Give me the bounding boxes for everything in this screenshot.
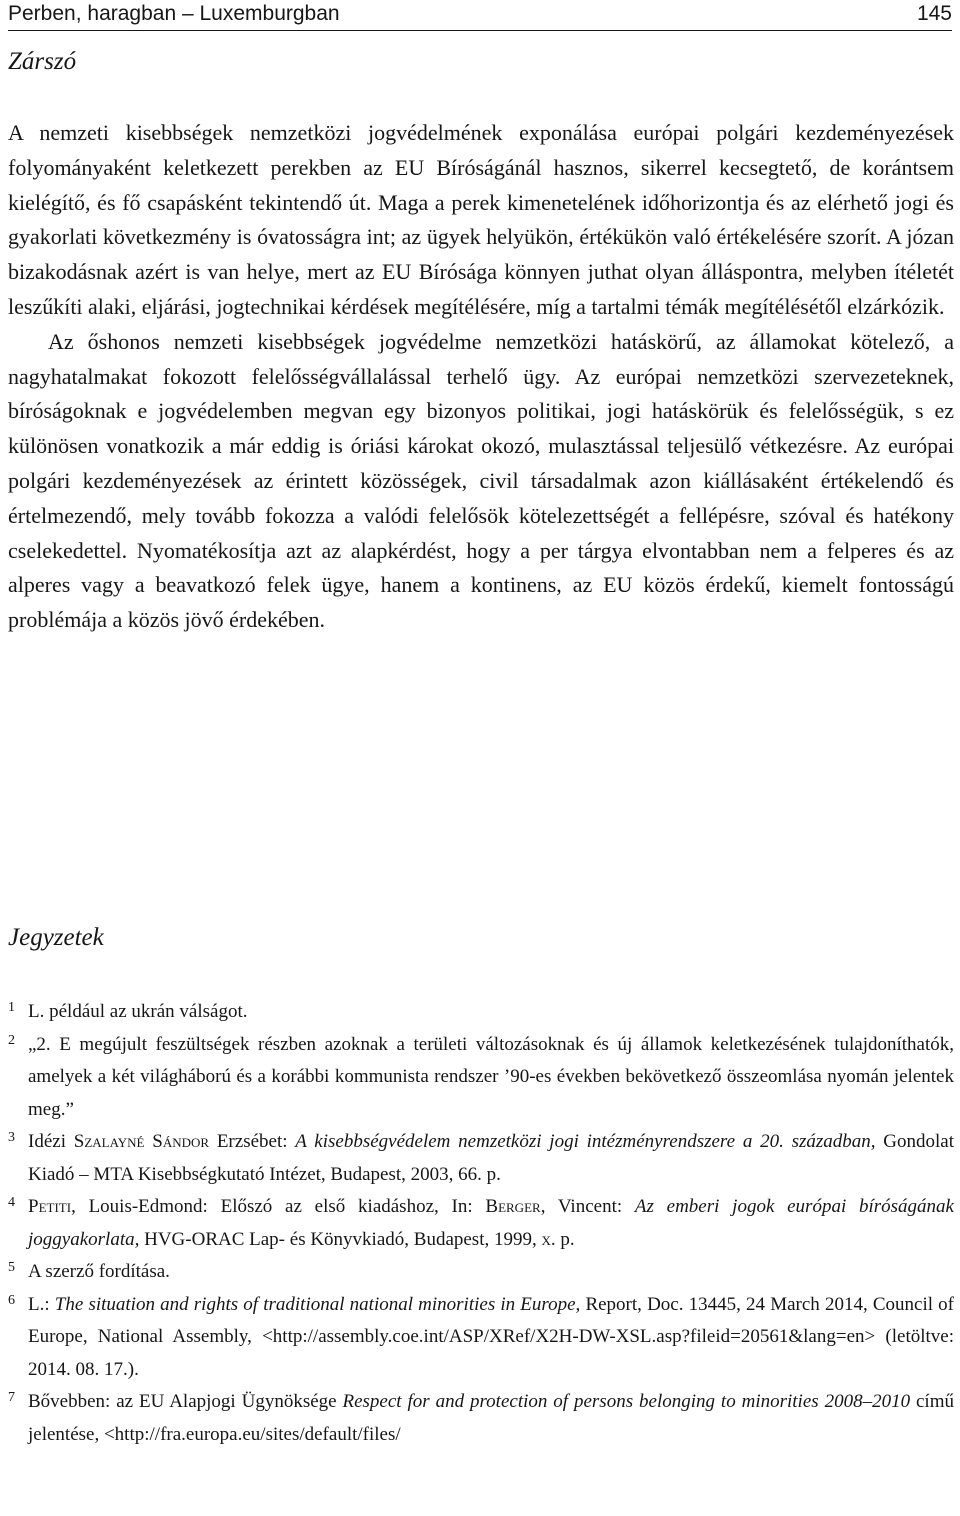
page-number: 145 [916, 2, 952, 25]
note-text: Gondolat Kiadó – MTA Kisebbségkutató Intézet, Budapest, 2003, 66. p. [28, 1131, 955, 1185]
note-text: Idézi [28, 1131, 74, 1152]
roman-page: x [541, 1228, 551, 1250]
author-name: Berger [485, 1196, 541, 1217]
note-text: Erzsébet: [209, 1131, 296, 1152]
page-header [8, 0, 952, 28]
notes-list [8, 996, 954, 1451]
note-text: . p. [550, 1228, 575, 1250]
paragraph: A nemzeti kisebbségek nemzetközi jogvédelmének exponálása európai polgári kezdeményezések folyományaként keletkezett perekben az EU Bíróságánál hasznos, sikerrel kecsegtető, de korántsem kielégítő, és fő csapásként tekintendő út. Maga a perek kimenetelének időhorizontja és az elérhető jogi és gyakorlati következmény is óvatosságra int; az ügyek helyükön, értékükön való értékelésére szorít. A józan bizakodásnak azért is van helye, mert az EU Bírósága könnyen juthat olyan álláspontra, melyben ítéletét leszűkíti alaki, eljárási, jogtechnikai kérdések megítélésére, míg a tartalmi témák megítélésétől elzárkózik. [8, 120, 954, 319]
note-number: 6 [8, 1292, 15, 1308]
note-text: HVG-ORAC Lap- és Könyvkiadó, Budapest, 1999, [139, 1228, 542, 1250]
header-rule [8, 30, 952, 31]
note-number: 2 [8, 1032, 15, 1048]
note-number: 4 [8, 1195, 15, 1210]
note-text: L.: [28, 1293, 55, 1315]
note-4 [8, 1191, 954, 1256]
note-number: 5 [8, 1260, 15, 1275]
section-title: Zárszó [8, 48, 77, 75]
note-text: , Louis-Edmond: Előszó az első kiadáshoz, In: [71, 1196, 486, 1217]
author-name: Petiti [28, 1196, 72, 1217]
body-text [8, 116, 954, 638]
report-title: Respect for and protection of persons belonging to minorities 2008–2010 [342, 1391, 911, 1412]
note-2 [8, 1029, 954, 1127]
report-title: The situation and rights of traditional national minorities in Europe, [54, 1293, 581, 1315]
author-name: Szalayné Sándor [73, 1131, 210, 1152]
note-5 [8, 1256, 954, 1289]
note-7 [8, 1386, 954, 1451]
note-text: , Vincent: [540, 1196, 635, 1217]
note-text: című jelentése, <http://fra.europa.eu/sites/default/files/ [28, 1391, 954, 1445]
notes-title: Jegyzetek [8, 924, 104, 951]
note-text: A szerző fordítása. [28, 1261, 170, 1282]
note-number: 3 [8, 1130, 15, 1145]
note-number: 1 [8, 1000, 15, 1015]
running-head: Perben, haragban – Luxemburgban [8, 2, 340, 25]
book-title: A kisebbségvédelem nemzetközi jogi intézményrendszere a 20. században, [295, 1131, 876, 1152]
note-text: Bővebben: az EU Alapjogi Ügynöksége [28, 1391, 343, 1412]
note-6 [8, 1289, 954, 1387]
note-text: L. például az ukrán válságot. [28, 1001, 248, 1022]
note-text: Report, Doc. 13445, 24 March 2014, Council of Europe, National Assembly, <http://assembly.coe.int/ASP/XRef/X2H-DW-XSL.asp?fileid=20561&lang=en> (letöltve: 2014. 08. 17.). [28, 1293, 954, 1380]
note-number: 7 [8, 1390, 15, 1405]
paragraph: Az őshonos nemzeti kisebbségek jogvédelme nemzetközi hatáskörű, az államokat kötelező, a nagyhatalmakat fokozott felelősségvállalással terhelő ügy. Az európai nemzetközi szervezeteknek, bíróságoknak e jogvédelemben megvan egy bizonyos politikai, jogi hatáskörük és felelősségük, s ez különösen vonatkozik a már eddig is óriási károkat okozó, mulasztással teljesülő vétkezésre. Az európai polgári kezdeményezések az érintett közösségek, civil társadalmak azon kiállásaként értékelendő és értelmezendő, mely tovább fokozza a valódi felelősök kötelezettségét a fellépésre, szóval és hatékony cselekedettel. Nyomatékosítja azt az alapkérdést, hogy a per tárgya elvontabban nem a felperes és az alperes vagy a beavatkozó felek ügye, hanem a kontinens, az EU közös érdekű, kiemelt fontosságú problémája a közös jövő érdekében. [8, 328, 954, 633]
note-1 [8, 996, 954, 1029]
book-title: Az emberi jogok európai bíróságának joggyakorlata, [28, 1196, 954, 1250]
note-3 [8, 1126, 954, 1191]
note-text: „2. E megújult feszültségek részben azoknak a területi változásoknak és új államok keletkezésének tulajdoníthatók, amelyek a két világháború és a korábbi kommunista rendszer ’90-es években bekövetkező összeomlása nyomán jelentek meg.” [28, 1033, 954, 1120]
